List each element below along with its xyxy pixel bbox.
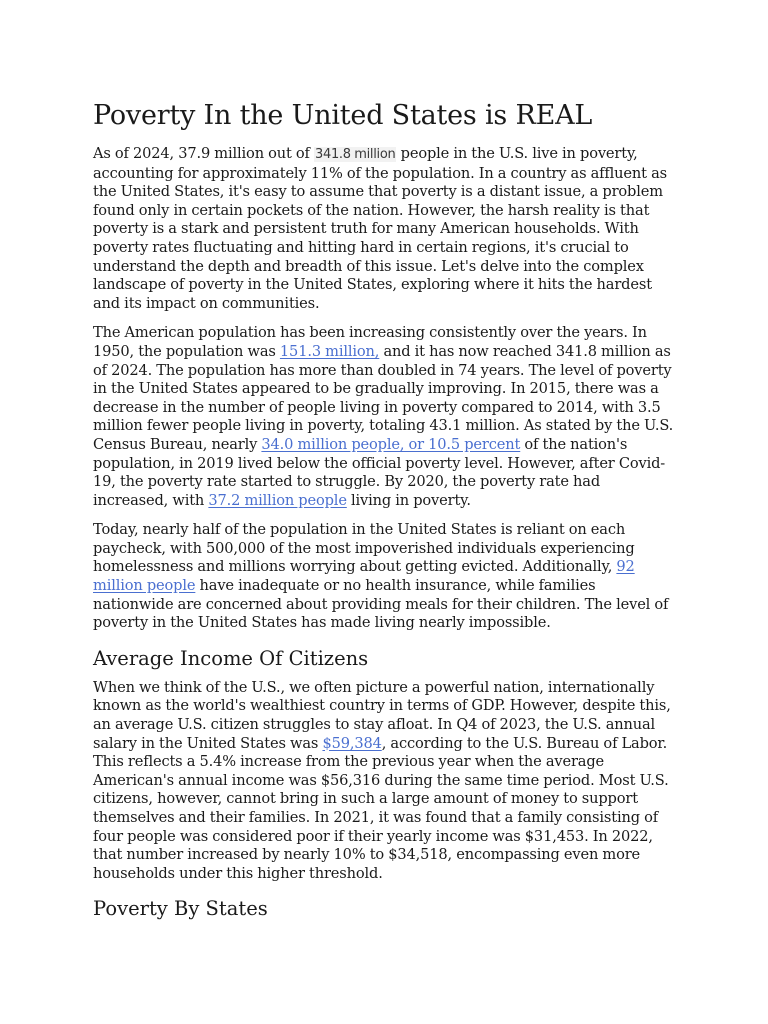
- today-text-end: have inadequate or no health insurance, while families nationwide are concerned about providing meals for their children. The level of poverty in the United States has made living nearly impossible.: [93, 577, 669, 632]
- population-text: The American population has been increasing consistently over the years. In 1950, the population was: [93, 324, 647, 360]
- intro-paragraph: [93, 145, 676, 313]
- states-heading: Poverty By States: [93, 897, 268, 921]
- health-insurance-link[interactable]: 92 million people: [93, 558, 635, 595]
- income-paragraph: [93, 679, 676, 884]
- census-2019-link[interactable]: 34.0 million people, or 10.5 percent: [261, 435, 521, 453]
- population-1950-link[interactable]: 151.3 million,: [279, 342, 380, 360]
- today-text: Today, nearly half of the population in the United States is reliant on each paycheck, with 500,000 of the most impoverished individuals experiencing homelessness and millions worrying about getting evicted. Additionally,: [93, 521, 635, 576]
- population-paragraph: [93, 324, 676, 510]
- income-heading: Average Income Of Citizens: [93, 646, 369, 670]
- salary-link[interactable]: $59,384: [322, 734, 382, 752]
- article-title: Poverty In the United States is REAL: [93, 100, 593, 131]
- article: [93, 96, 676, 929]
- intro-text-cont: people in the U.S. live in poverty, accounting for approximately 11% of the population. In a country as affluent as the United States, it's easy to assume that poverty is a distant issue, a problem found only in certain pockets of the nation. However, the harsh reality is that poverty is a stark and persistent truth for many American households. With poverty rates fluctuating and hitting hard in certain regions, it's crucial to understand the depth and breadth of this issue. Let's delve into the complex landscape of poverty in the United States, exploring where it hits the hardest and its impact on communities.: [93, 145, 667, 312]
- population-highlight: 341.8 million: [315, 147, 396, 162]
- income-text-end: , according to the U.S. Bureau of Labor. This reflects a 5.4% increase from the previous year when the average American's annual income was $56,316 during the same time period. Most U.S. citizens, however, cannot bring in such a large amount of money to support themselves and their families. In 2021, it was found that a family consisting of four people was considered poor if their yearly income was $31,453. In 2022, that number increased by nearly 10% to $34,518, encompassing even more households under this higher threshold.: [93, 734, 669, 882]
- intro-text: As of 2024, 37.9 million out of: [93, 145, 314, 162]
- poverty-2020-link[interactable]: 37.2 million people: [208, 491, 347, 509]
- population-text-end: living in poverty.: [346, 491, 471, 509]
- income-text: When we think of the U.S., we often picture a powerful nation, internationally known as the world's wealthiest country in terms of GDP. However, despite this, an average U.S. citizen struggles to stay afloat. In Q4 of 2023, the U.S. annual salary in the United States was: [93, 678, 671, 752]
- population-text-cont-2: of the nation's population, in 2019 lived below the official poverty level. However, after Covid-19, the poverty rate started to struggle. By 2020, the poverty rate had increased, with: [93, 435, 666, 509]
- population-text-cont: and it has now reached 341.8 million as of 2024. The population has more than doubled in 74 years. The level of poverty in the United States appeared to be gradually improving. In 2015, there was a decrease in the number of people living in poverty compared to 2014, with 3.5 million fewer people living in poverty, totaling 43.1 million. As stated by the U.S. Census Bureau, nearly: [93, 342, 674, 453]
- today-paragraph: [93, 521, 676, 633]
